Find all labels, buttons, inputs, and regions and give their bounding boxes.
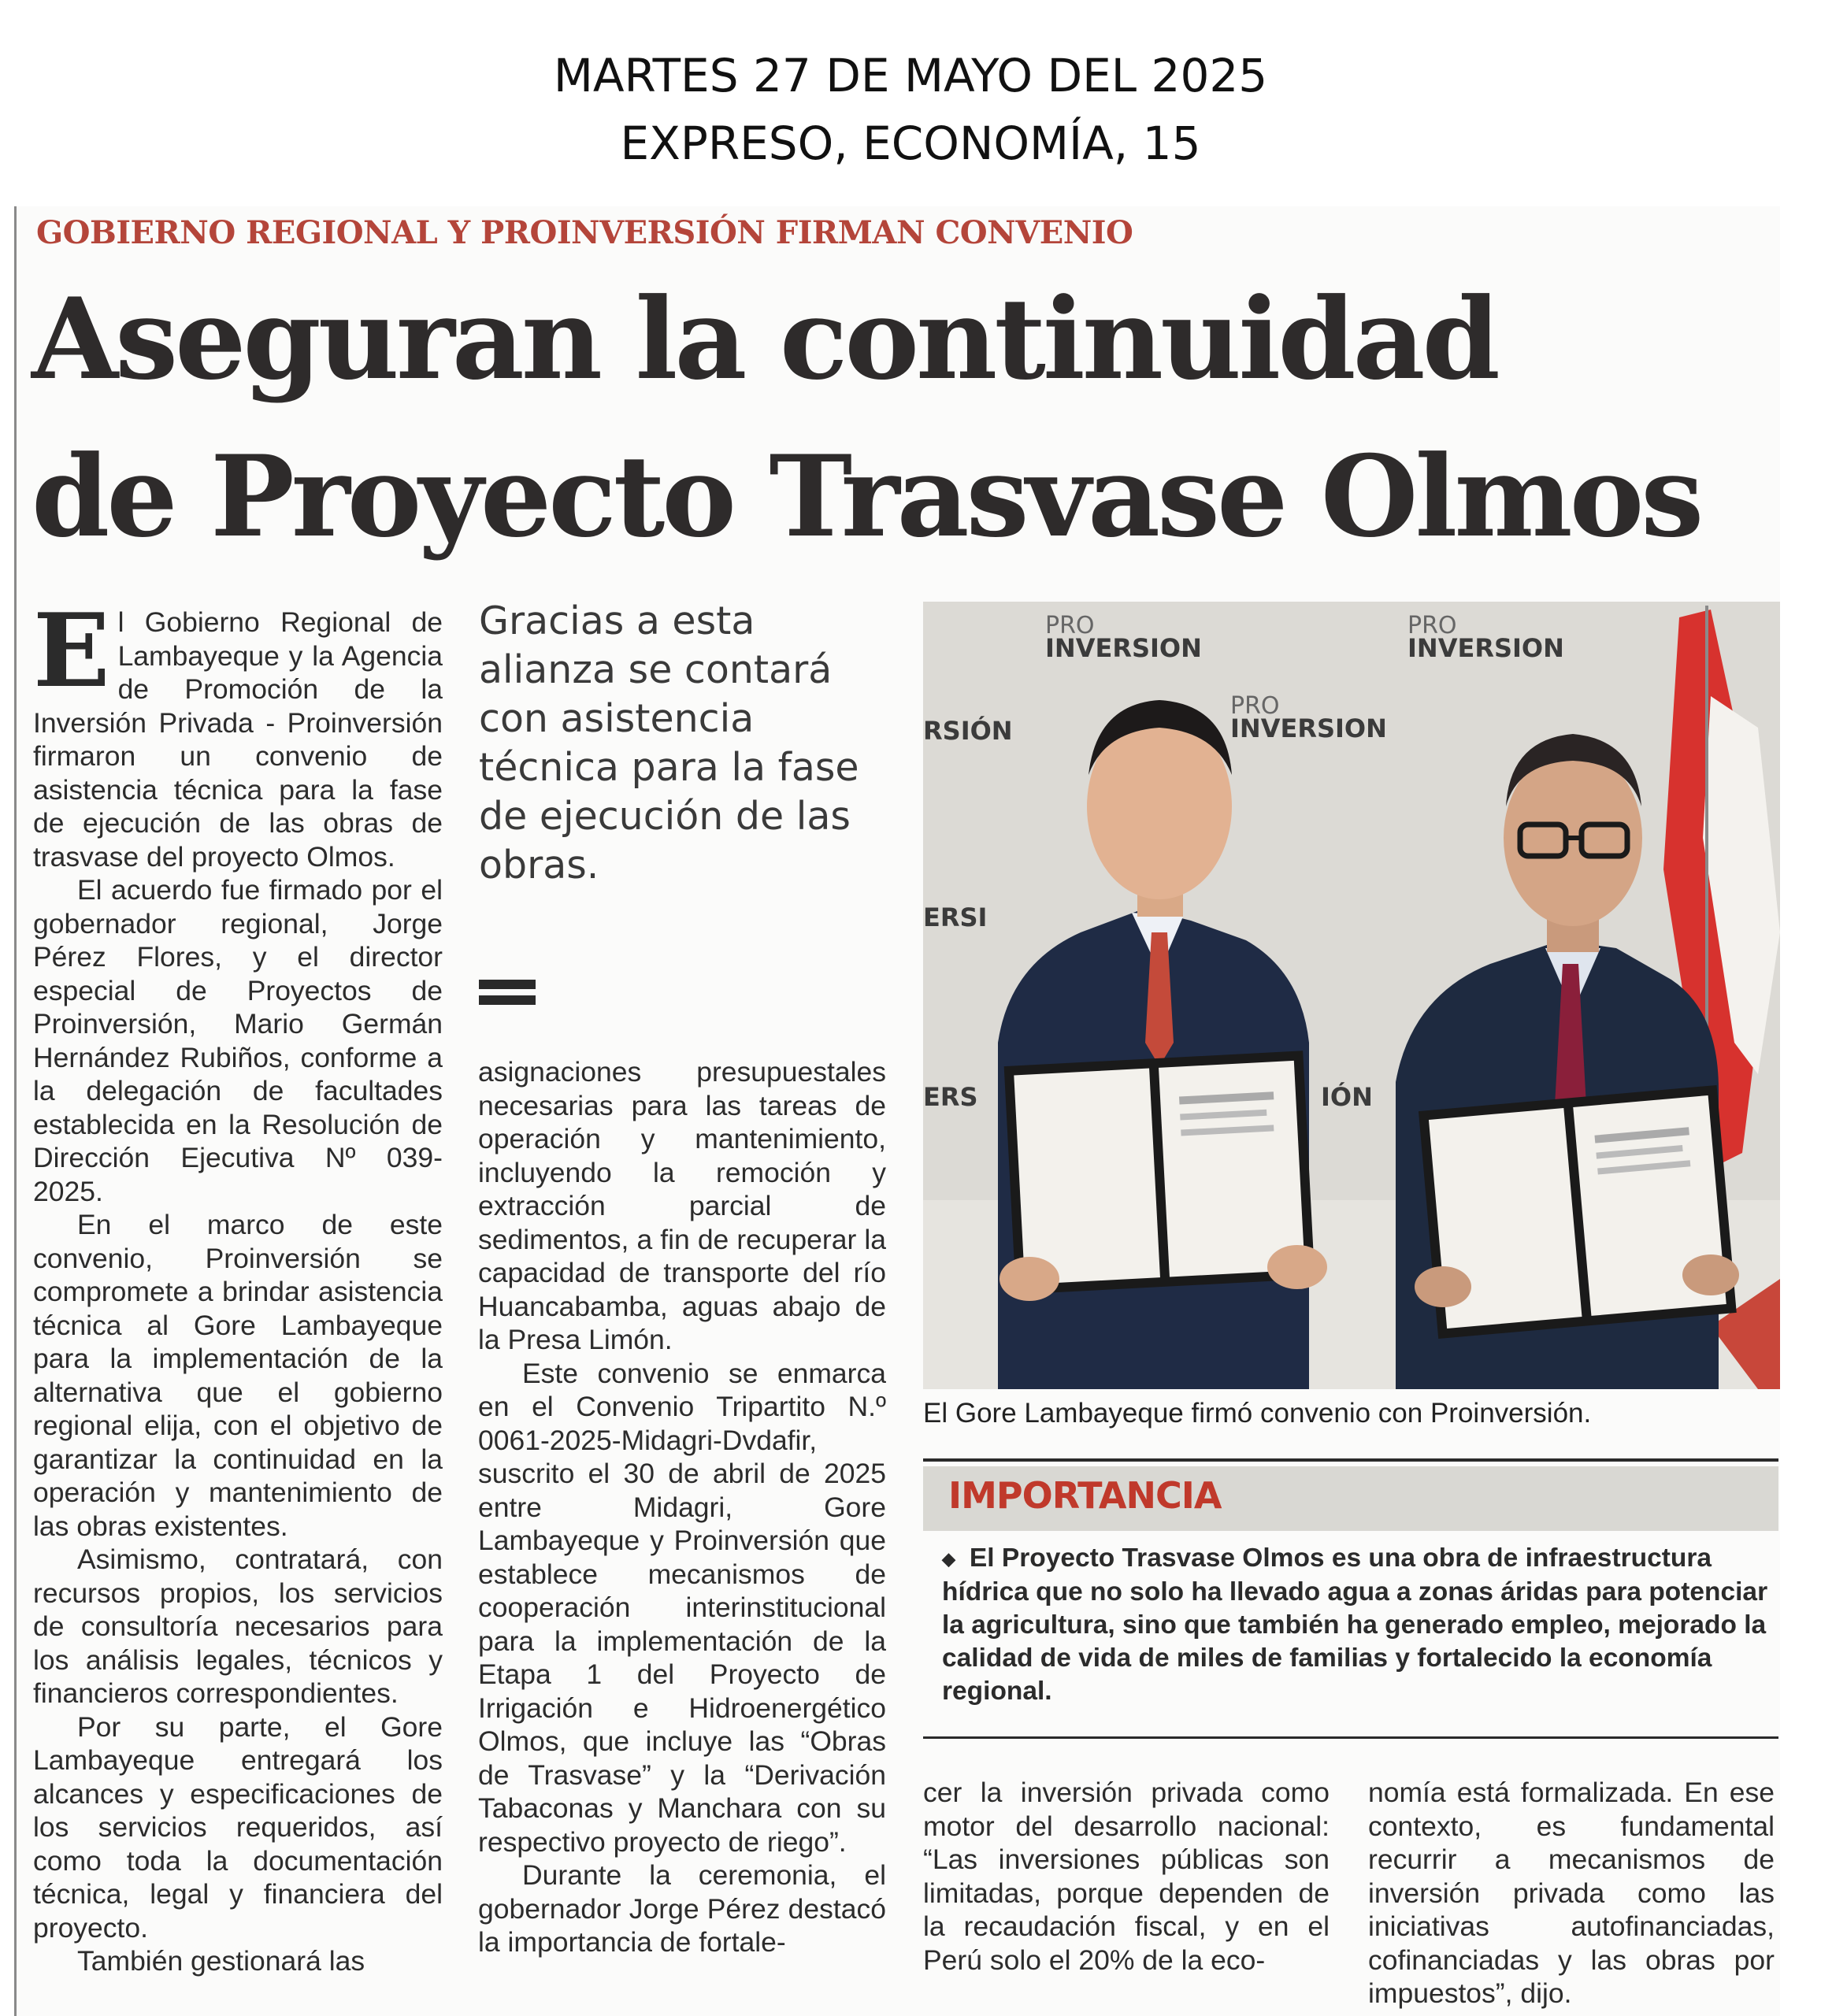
clipping-edge — [14, 206, 17, 2016]
article-paragraph: En el marco de este convenio, Proinversión se compromete a brindar asistencia técnica al Gore Lambayeque para la implementación de la alternativa que el gobierno regional elija, con el objetivo de garantizar la continuidad en la operación y mantenimiento de las obras existentes. — [33, 1209, 443, 1542]
backdrop-partial-text: RSIÓN — [923, 716, 1013, 746]
backdrop-partial-text: ERS — [923, 1082, 978, 1112]
backdrop-logo-line1: PRO — [1230, 692, 1280, 720]
drop-cap: E — [33, 592, 110, 710]
article-column-1 — [33, 592, 443, 1978]
article-paragraph: asignaciones presupuestales necesarias para las tareas de operación y mantenimiento, incluyendo la remoción y extracción parcial de sedimentos, a fin de recuperar la capacidad de transporte del río Huancabamba, aguas abajo de la Presa Limón. — [478, 1056, 886, 1355]
backdrop-logo-line1: PRO — [1045, 612, 1095, 639]
photo-illustration — [923, 602, 1780, 1389]
article-paragraph: Este convenio se enmarca en el Convenio Tripartito N.º 0061-2025-Midagri-Dvdafir, suscrito el 30 de abril de 2025 entre Midagri, Gore Lambayeque y Proinversión que establece mecanismos de cooperación interinstitucional para la implementación de la Etapa 1 del Proyecto de Irrigación e Hidroenergético Olmos, que incluye las “Obras de Trasvase” y la “Derivación Tabaconas y Manchara con su respectivo proyecto de riego”. — [478, 1357, 886, 1858]
importance-body: El Proyecto Trasvase Olmos es una obra de infraestructura hídrica que no solo ha llevado agua a zonas áridas para potenciar la agricultura, sino que también ha generado empleo, mejorado la calidad de vida de miles de familias y fortalecido la economía regional. — [942, 1544, 1768, 1707]
article-column-3 — [923, 1776, 1330, 1977]
backdrop-logo-line1: PRO — [1407, 612, 1457, 639]
article-paragraph: nomía está formalizada. En ese contexto, es fundamental recurrir a mecanismos de inversión privada como las iniciativas autofinanciadas, cofinanciadas y las obras por impuestos”, dijo. — [1368, 1777, 1775, 2009]
box-top-rule — [923, 1458, 1778, 1462]
article-column-2 — [478, 1055, 886, 1959]
backdrop-logo-line2: INVERSION — [1230, 713, 1387, 743]
diamond-bullet-icon: ◆ — [942, 1549, 955, 1569]
backdrop-logo-line2: INVERSION — [1407, 633, 1564, 663]
article-photo — [923, 602, 1780, 1389]
backdrop-logo-line2: INVERSION — [1045, 633, 1202, 663]
article-paragraph: cer la inversión privada como motor del desarrollo nacional: “Las inversiones públicas son limitadas, porque dependen de la recaudación fiscal, y en el Perú solo el 20% de la eco- — [923, 1777, 1330, 1976]
box-bottom-rule — [923, 1736, 1778, 1739]
article-paragraph: El acuerdo fue firmado por el gobernador regional, Jorge Pérez Flores, y el director especial de Proyectos de Proinversión, Mario Germán Hernández Rubiños, conforme a la delegación de facultades establecida en la Resolución de Dirección Ejecutiva Nº 039-2025. — [33, 874, 443, 1207]
article-paragraph — [33, 592, 443, 873]
paragraph-text: l Gobierno Regional de Lambayeque y la Agencia de Promoción de la Inversión Privada - Proinversión firmaron un convenio de asistencia técnica para la fase de ejecución de las obras de trasvase del proyecto Olmos. — [33, 606, 443, 873]
importance-text — [942, 1542, 1769, 1708]
article-paragraph: Por su parte, el Gore Lambayeque entregará los alcances y especificaciones de los servicios requeridos, así como toda la documentación técnica, legal y financiera del proyecto. — [33, 1710, 443, 1944]
article-kicker: GOBIERNO REGIONAL Y PROINVERSIÓN FIRMAN CONVENIO — [36, 214, 1133, 251]
backdrop-partial-text: IÓN — [1321, 1082, 1373, 1112]
page-date-header: MARTES 27 DE MAYO DEL 2025 — [553, 49, 1268, 102]
pull-quote: Gracias a esta alianza se contará con asistencia técnica para la fase de ejecución de las obras. — [479, 598, 859, 888]
pull-quote-mark — [479, 980, 536, 1011]
article-paragraph: Durante la ceremonia, el gobernador Jorge Pérez destacó la importancia de fortale- — [478, 1859, 886, 1958]
headline-line-1: Aseguran la continuidad — [32, 274, 1497, 405]
headline-line-2: de Proyecto Trasvase Olmos — [32, 432, 1701, 562]
backdrop-partial-text: ERSI — [923, 902, 988, 932]
article-paragraph: Asimismo, contratará, con recursos propios, los servicios de consultoría necesarios para los análisis legales, técnicos y financieros correspondientes. — [33, 1544, 443, 1709]
article-paragraph: También gestionará las — [77, 1945, 365, 1977]
publication-header: EXPRESO, ECONOMÍA, 15 — [620, 117, 1201, 170]
importance-title: IMPORTANCIA — [948, 1474, 1222, 1517]
article-column-4 — [1368, 1776, 1775, 2010]
photo-caption: El Gore Lambayeque firmó convenio con Proinversión. — [923, 1398, 1592, 1429]
